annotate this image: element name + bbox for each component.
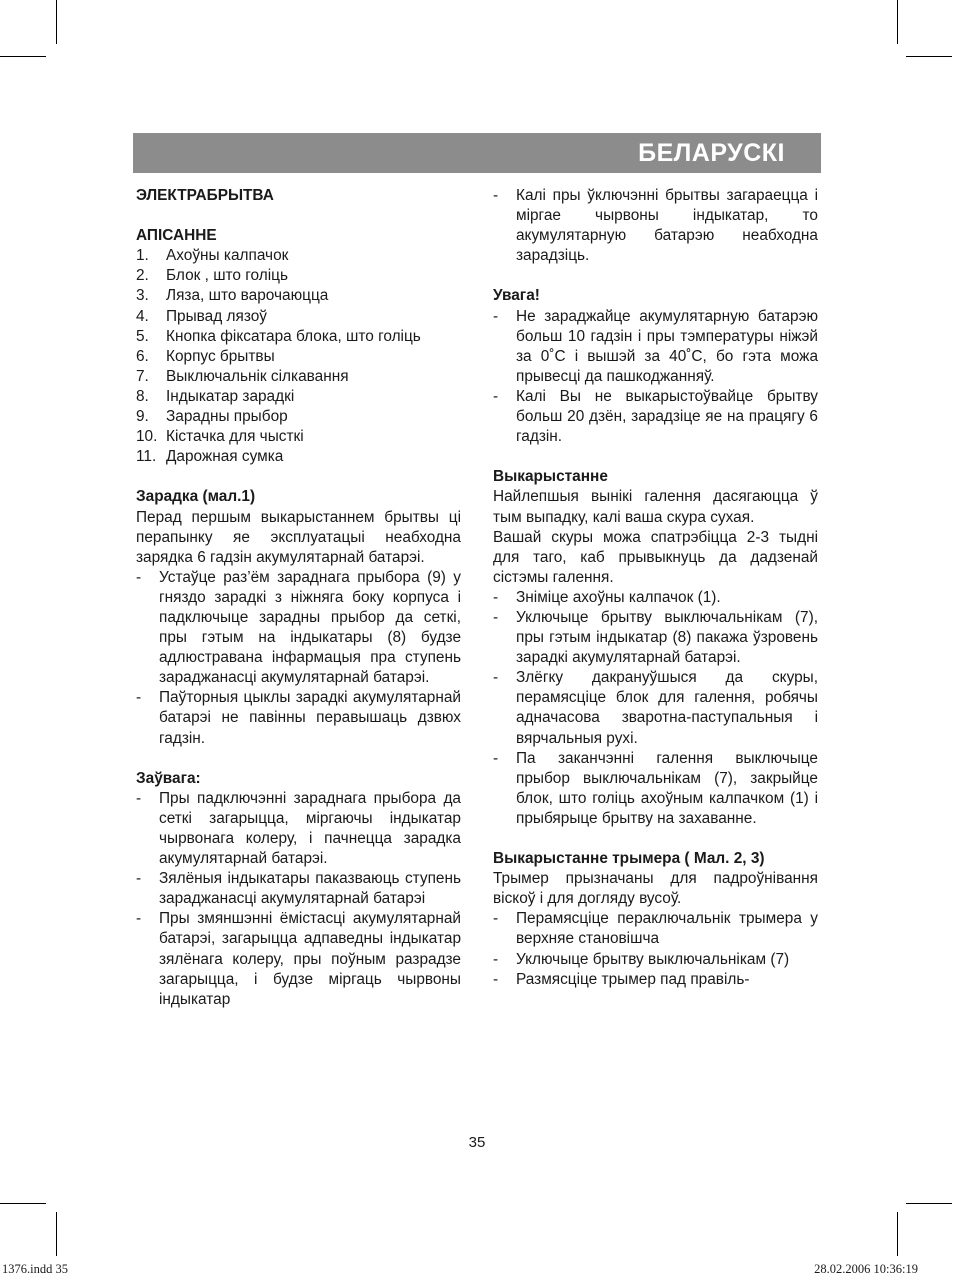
language-title: БЕЛАРУСКІ bbox=[638, 138, 785, 167]
list-item bbox=[136, 286, 461, 306]
list-item-text: Кнопка фіксатара блока, што голіць bbox=[166, 327, 421, 345]
list-item-text: Перамясціце пераключальнік трымера у верхняе становішча bbox=[516, 910, 818, 948]
dash-bullet: - bbox=[493, 387, 499, 405]
document-title: ЭЛЕКТРАБРЫТВА bbox=[136, 187, 274, 204]
dash-bullet: - bbox=[136, 689, 142, 707]
list-item-text: Па заканчэнні галення выключыце прыбор выключальнікам (7), закрыйце блок, што голіць ахоўным калпачком (1) і прыбярыце брытву на захаванне. bbox=[516, 749, 818, 827]
list-item-text: Ахоўны калпачок bbox=[166, 247, 289, 265]
list-item-number: 10. bbox=[136, 428, 158, 446]
list-item-text: Пры змяншэнні ёмістасці акумулятарнай батарэі, загарыцца адпаведны індыкатар зялёнага колеру, пры поўным разрадзе загарыцца, і будзе міргаць чырвоны індыкатар bbox=[159, 910, 461, 1008]
list-item bbox=[136, 688, 461, 748]
list-item-number: 5. bbox=[136, 327, 149, 345]
charging-heading: Зарадка (мал.1) bbox=[136, 488, 256, 506]
usage-heading: Выкарыстанне bbox=[493, 468, 608, 486]
crop-mark bbox=[56, 0, 57, 44]
list-item-text: Корпус брытвы bbox=[166, 347, 275, 365]
crop-mark bbox=[897, 0, 898, 44]
charging-list bbox=[136, 568, 461, 749]
list-item-text: Злёгку дакрануўшыся да скуры, перамясціце блок для галення, робячы адначасова зваротна-паступальныя і вярчальныя рухі. bbox=[516, 669, 818, 747]
list-item-text: Зялёныя індыкатары паказваюць ступень зараджанасці акумулятарнай батарэі bbox=[159, 870, 461, 908]
dash-bullet: - bbox=[493, 588, 499, 606]
dash-bullet: - bbox=[493, 970, 499, 988]
usage-paragraph: Найлепшыя вынікі галення дасягаюцца ў тым выпадку, калі ваша скура сухая. bbox=[493, 488, 818, 526]
list-item bbox=[136, 789, 461, 869]
list-item-number: 6. bbox=[136, 347, 149, 365]
list-item-text: Пры падключэнні зараднага прыбора да сеткі загарыцца, міргаючы індыкатар чырвонага колеру, і пачнецца зарадка акумулятарнай батарэі. bbox=[159, 789, 461, 868]
page-number: 35 bbox=[468, 1134, 486, 1151]
list-item bbox=[493, 186, 818, 266]
list-item bbox=[493, 307, 818, 387]
list-item-text: Ляза, што варочаюцца bbox=[166, 287, 329, 305]
list-item-number: 3. bbox=[136, 287, 149, 305]
list-item bbox=[493, 588, 818, 608]
crop-mark bbox=[906, 56, 952, 57]
crop-mark bbox=[906, 1203, 952, 1204]
list-item bbox=[493, 668, 818, 748]
list-item bbox=[136, 447, 461, 467]
dash-bullet: - bbox=[493, 669, 499, 687]
dash-bullet: - bbox=[136, 870, 142, 888]
trimmer-paragraph: Трымер прызначаны для падроўнівання віскоў і для догляду вусоў. bbox=[493, 870, 818, 908]
crop-mark bbox=[56, 1212, 57, 1256]
note-list bbox=[136, 789, 461, 1010]
crop-mark bbox=[897, 1212, 898, 1256]
list-item-text: Уключыце брытву выключальнікам (7), пры гэтым індыкатар (8) пакажа ўзровень зарадкі акумулятарнай батарэі. bbox=[516, 608, 818, 667]
dash-bullet: - bbox=[136, 568, 142, 586]
list-item bbox=[493, 950, 818, 970]
list-item-text: Кістачка для чысткі bbox=[166, 428, 304, 446]
dash-bullet: - bbox=[136, 910, 142, 928]
list-item bbox=[136, 407, 461, 427]
list-item-text: Прывад лязоў bbox=[166, 307, 267, 325]
list-item-number: 2. bbox=[136, 267, 149, 285]
dash-bullet: - bbox=[493, 307, 499, 325]
list-item bbox=[136, 427, 461, 447]
list-item bbox=[136, 246, 461, 266]
language-header-bar bbox=[133, 133, 821, 173]
list-item-text: Размясціце трымер пад правіль- bbox=[516, 970, 750, 988]
list-item bbox=[493, 387, 818, 447]
list-item bbox=[493, 749, 818, 829]
list-item-text: Дарожная сумка bbox=[166, 448, 284, 466]
list-item-text: Калі Вы не выкарыстоўвайце брытву больш 20 дзён, зарадзіце яе на працягу 6 гадзін. bbox=[516, 387, 818, 446]
list-item-text: Не зараджайце акумулятарную батарэю больш 10 гадзін і пры тэмпературы ніжэй за 0˚С і вышэй за 40˚С, бо гэта можа прывесці да пашкоджанняў. bbox=[516, 307, 818, 385]
list-item bbox=[493, 909, 818, 949]
warning-list bbox=[493, 307, 818, 448]
print-timestamp: 28.02.2006 10:36:19 bbox=[814, 1262, 918, 1276]
dash-bullet: - bbox=[493, 608, 499, 626]
list-item bbox=[136, 568, 461, 689]
list-item-text: Паўторныя цыклы зарадкі акумулятарнай батарэі не павінны перавышаць дзвюх гадзін. bbox=[159, 689, 461, 747]
list-item bbox=[136, 387, 461, 407]
file-slug: 1376.indd 35 bbox=[2, 1262, 68, 1276]
list-item bbox=[136, 909, 461, 1009]
usage-list bbox=[493, 588, 818, 829]
list-item-number: 7. bbox=[136, 367, 149, 385]
usage-paragraph: Вашай скуры можа спатрэбіцца 2-3 тыдні для таго, каб прывыкнуць да дадзенай сістэмы галення. bbox=[493, 528, 818, 586]
trimmer-heading: Выкарыстанне трымера ( Мал. 2, 3) bbox=[493, 850, 765, 868]
list-item-number: 1. bbox=[136, 247, 149, 265]
left-column bbox=[136, 186, 461, 1010]
list-item bbox=[136, 367, 461, 387]
dash-bullet: - bbox=[493, 749, 499, 767]
list-item-text: Зніміце ахоўны калпачок (1). bbox=[516, 588, 721, 606]
right-column bbox=[493, 186, 818, 990]
list-item-text: Выключальнік сілкавання bbox=[166, 367, 349, 385]
battery-indicator-list bbox=[493, 186, 818, 266]
list-item-number: 9. bbox=[136, 408, 149, 426]
list-item bbox=[136, 347, 461, 367]
list-item-text: Блок , што голіць bbox=[166, 267, 288, 285]
dash-bullet: - bbox=[136, 789, 142, 807]
list-item bbox=[136, 327, 461, 347]
parts-list bbox=[136, 246, 461, 467]
warning-heading: Увага! bbox=[493, 287, 540, 305]
list-item-text: Устаўце раз’ём зараднага прыбора (9) у гняздо зарадкі з ніжняга боку корпуса і падключыце зарадны прыбор да сеткі, пры гэтым на індыкатары (8) будзе адлюстравана інфармацыя пра ступень зараджанасці акумулятарнай батарэі. bbox=[159, 568, 461, 687]
list-item bbox=[136, 266, 461, 286]
list-item bbox=[493, 970, 818, 990]
dash-bullet: - bbox=[493, 950, 499, 968]
list-item-number: 8. bbox=[136, 387, 149, 405]
list-item-number: 4. bbox=[136, 307, 149, 325]
list-item-number: 11. bbox=[136, 448, 157, 466]
note-heading: Заўвага: bbox=[136, 769, 201, 787]
list-item-text: Калі пры ўключэнні брытвы загараецца і міргае чырвоны індыкатар, то акумулятарную батарэю неабходна зарадзіць. bbox=[516, 187, 818, 265]
list-item bbox=[493, 608, 818, 668]
trimmer-list bbox=[493, 909, 818, 989]
list-item-text: Уключыце брытву выключальнікам (7) bbox=[516, 950, 790, 968]
list-item-text: Зарадны прыбор bbox=[166, 408, 288, 426]
charging-intro: Перад першым выкарыстаннем брытвы ці перапынку яе эксплуатацыі неабходна зарядка 6 гадзін акумулятарнай батарэі. bbox=[136, 508, 461, 566]
description-heading: АПІСАННЕ bbox=[136, 227, 217, 245]
crop-mark bbox=[0, 1203, 46, 1204]
crop-mark bbox=[0, 56, 46, 57]
list-item bbox=[136, 869, 461, 909]
dash-bullet: - bbox=[493, 187, 499, 204]
dash-bullet: - bbox=[493, 910, 499, 928]
list-item bbox=[136, 307, 461, 327]
list-item-text: Індыкатар зарадкі bbox=[166, 387, 295, 405]
